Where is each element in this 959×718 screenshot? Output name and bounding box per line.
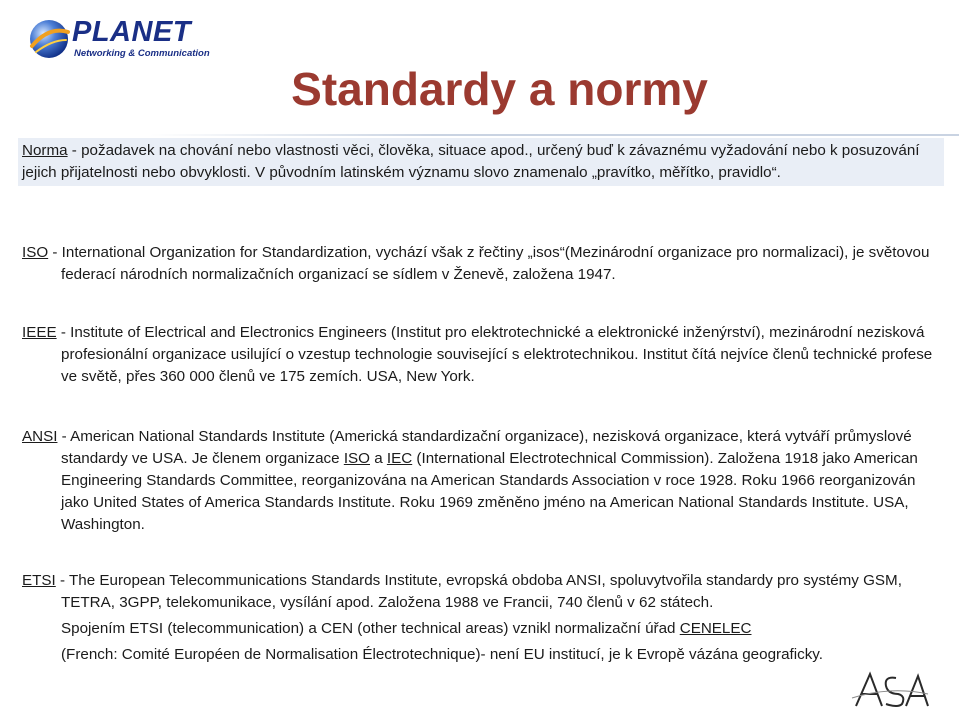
iso-text: International Organization for Standardization, vychází však z řečtiny „isos“(Mezinárodní organizace pro normalizaci), je světovou federací národních normalizačních organizací se sídlem v Ženevě, založena 1947. <box>61 244 930 283</box>
definition-norma: Norma - požadavek na chování nebo vlastnosti věci, člověka, situace apod., určený buď k závaznému vyžadování nebo k posuzování jejich přijatelnosti nebo obvyklosti. V původním latinském významu slovo znamenalo „pravítko, měřítko, pravidlo“. <box>18 138 944 186</box>
term-iso: ISO <box>22 244 49 261</box>
term-ansi: ANSI <box>22 428 58 445</box>
term-norma: Norma <box>22 142 68 159</box>
term-ieee: IEEE <box>22 324 57 341</box>
etsi-line3: (French: Comité Européen de Normalisation Électrotechnique)- není EU institucí, je k Evropě vázána geograficky. <box>61 646 823 663</box>
ansi-iec-link[interactable]: IEC <box>386 450 413 467</box>
ansi-text-c: (International Electrotechnical Commission). Založena 1918 jako American Engineering Standards Committee, reorganizována na American Standards Association v roce 1928. Roku 1966 reorganizován jako United States of America Standards Institute. Roku 1969 změněno jméno na American National Standards Institute. USA, Washington. <box>61 450 918 533</box>
slide-title: Standardy a normy <box>291 63 708 115</box>
term-etsi: ETSI <box>22 572 56 589</box>
ansi-text-a: American National Standards Institute (Americká standardizační organizace), nezisková organizace, která vytváří průmyslové standardy ve USA. Je členem organizace <box>61 428 912 467</box>
definition-etsi: ETSI - The European Telecommunications Standards Institute, evropská obdoba ANSI, spoluvytvořila standardy pro systémy GSM, TETRA, 3GPP, telekomunikace, vysílání apod. Založena 1988 ve Francii, 740 členů v 62 státech. Spojením ETSI (telecommunication) a CEN (other technical areas) vznikl normalizační úřad CENELEC (French: Comité Européen de Normalisation Électrotechnique)- není EU institucí, je k Evropě vázána geograficky. <box>22 570 940 666</box>
logo-brand: PLANET <box>72 16 191 48</box>
definition-ieee: IEEE - Institute of Electrical and Electronics Engineers (Institut pro elektrotechnické a elektronické inženýrství), mezinárodní nezisková profesionální organizace usilující o vzestup technologie související s elektrotechnikou. Institut čítá nejvíce členů technické profese ve světě, přes 360 000 členů ve 175 zemích. USA, New York. <box>22 324 933 385</box>
norma-text: požadavek na chování nebo vlastnosti věci, člověka, situace apod., určený buď k závaznému vyžadování nebo k posuzování jejich přijatelnosti nebo obvyklosti. V původním latinském významu slovo znamenalo „pravítko, měřítko, pravidlo“. <box>22 142 920 181</box>
etsi-line2: Spojením ETSI (telecommunication) a CEN (other technical areas) vznikl normalizační úřad <box>61 620 680 637</box>
cenelec-link[interactable]: CENELEC <box>679 620 752 637</box>
definition-iso: ISO - International Organization for Standardization, vychází však z řečtiny „isos“(Mezinárodní organizace pro normalizaci), je světovou federací národních normalizačních organizací se sídlem v Ženevě, založena 1947. <box>22 244 930 283</box>
ansi-iso-link[interactable]: ISO <box>343 450 370 467</box>
logo-tagline: Networking & Communication <box>74 48 210 59</box>
planet-logo <box>28 16 210 62</box>
etsi-text: The European Telecommunications Standards Institute, evropská obdoba ANSI, spoluvytvořila standardy pro systémy GSM, TETRA, 3GPP, telekomunikace, vysílání apod. Založena 1988 ve Francii, 740 členů v 62 státech. <box>61 572 902 611</box>
definition-ansi: ANSI - American National Standards Institute (Americká standardizační organizace), nezisková organizace, která vytváří průmyslové standardy ve USA. Je členem organizace ISO a IEC (International Electrotechnical Commission). Založena 1918 jako American Engineering Standards Committee, reorganizována na American Standards Association v roce 1928. Roku 1966 reorganizován jako United States of America Standards Institute. Roku 1969 změněno jméno na American National Standards Institute. USA, Washington. <box>22 428 918 533</box>
ieee-text: Institute of Electrical and Electronics Engineers (Institut pro elektrotechnické a elektronické inženýrství), mezinárodní nezisková profesionální organizace usilující o vzestup technologie související s elektrotechnikou. Institut čítá nejvíce členů technické profese ve světě, přes 360 000 členů ve 175 zemích. USA, New York. <box>61 324 933 385</box>
asa-logo-icon <box>850 668 930 710</box>
title-divider <box>150 134 959 136</box>
planet-globe-icon <box>28 18 70 60</box>
